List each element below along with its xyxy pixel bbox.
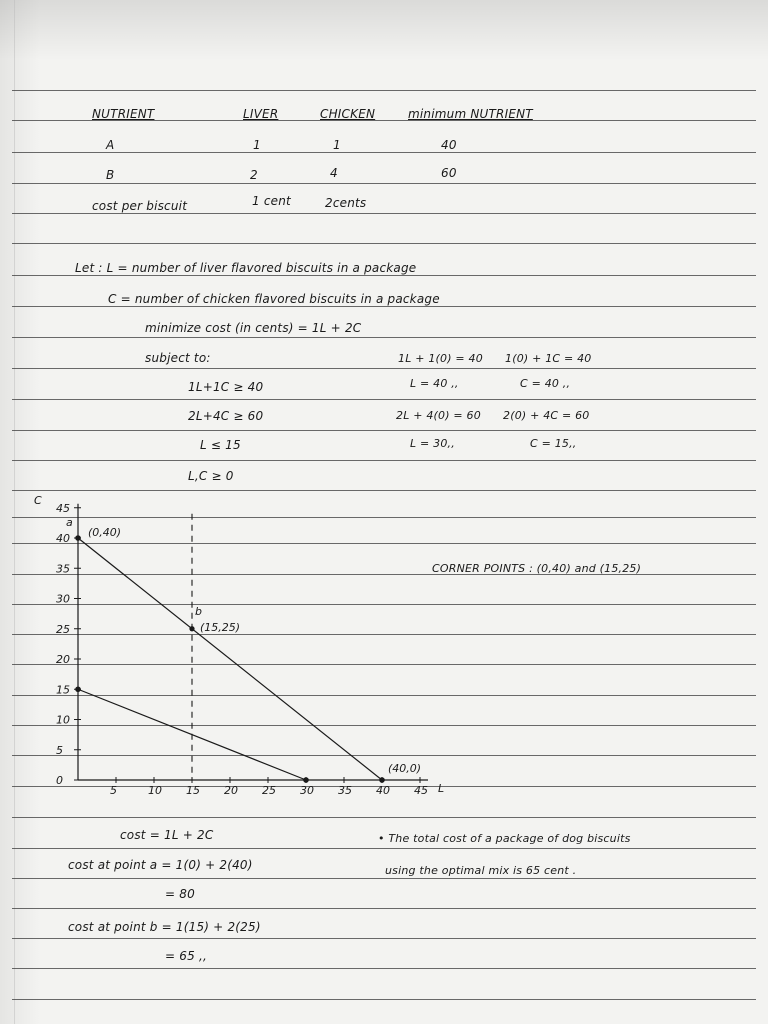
table-cell: 1: [253, 138, 261, 152]
table-cell: B: [106, 168, 115, 182]
table-header-minimum: minimum NUTRIENT: [408, 107, 533, 121]
cost-point-a: cost at point a = 1(0) + 2(40): [68, 858, 253, 872]
y-tick-label: 0: [56, 774, 63, 787]
y-tick-label: 15: [56, 683, 70, 697]
x-tick-label: 40: [376, 784, 390, 797]
point-x-coord: (40,0): [388, 762, 422, 775]
x-tick-label: 10: [148, 784, 162, 797]
y-tick-label: 30: [56, 592, 70, 606]
y-tick-label: 35: [56, 562, 70, 576]
feasible-region-graph: [0, 490, 768, 810]
x-tick-label: 35: [338, 784, 352, 797]
intercept-work: 1L + 1(0) = 40: [398, 352, 483, 365]
point-a-label: a: [66, 516, 73, 529]
table-header-chicken: CHICKEN: [320, 107, 376, 121]
table-cell: 4: [330, 166, 338, 180]
objective-function: minimize cost (in cents) = 1L + 2C: [145, 321, 362, 335]
subject-to-label: subject to:: [145, 351, 211, 365]
table-header-liver: LIVER: [243, 107, 279, 121]
definition-l: Let : L = number of liver flavored biscuits in a package: [75, 261, 417, 275]
table-cell: 60: [441, 166, 457, 180]
point-b-coord: (15,25): [200, 620, 241, 634]
x-tick-label: 25: [262, 784, 276, 797]
cost-point-b-result: = 65 ,,: [165, 949, 207, 963]
cost-point-a-result: = 80: [165, 887, 195, 901]
constraint: 1L+1C ≥ 40: [188, 380, 264, 394]
table-cell: A: [106, 138, 115, 152]
intercept-work: C = 40 ,,: [520, 377, 571, 390]
constraint: L ≤ 15: [200, 438, 241, 452]
table-cell: 1: [333, 138, 341, 152]
table-header-nutrient: NUTRIENT: [92, 107, 155, 121]
y-tick-label: 5: [56, 743, 63, 757]
conclusion-line-1: • The total cost of a package of dog biscuits: [378, 832, 631, 845]
corner-point-b: [189, 626, 194, 631]
conclusion-line-2: using the optimal mix is 65 cent .: [385, 864, 577, 877]
intercept-work: L = 40 ,,: [410, 377, 459, 390]
x-tick-label: 5: [110, 784, 117, 797]
y-tick-label: 10: [56, 713, 70, 727]
table-cell: cost per biscuit: [92, 199, 188, 213]
constraint: 2L+4C ≥ 60: [188, 409, 264, 423]
y-tick-label: 25: [56, 622, 70, 636]
cost-equation: cost = 1L + 2C: [120, 828, 214, 842]
intercept-work: 2(0) + 4C = 60: [503, 409, 590, 422]
table-cell: 1 cent: [252, 194, 291, 208]
y-tick-label: 45: [56, 501, 70, 515]
table-cell: 2cents: [325, 196, 367, 210]
intercept-work: C = 15,,: [530, 437, 577, 450]
definition-c: C = number of chicken flavored biscuits in a package: [108, 292, 440, 306]
table-cell: 2: [250, 168, 258, 182]
y-tick-label: 40: [56, 532, 70, 545]
x-axis-label: L: [438, 782, 445, 795]
point-b-label: b: [195, 604, 202, 618]
intercept-work: L = 30,,: [410, 437, 455, 450]
point-a-coord: (0,40): [88, 526, 122, 539]
constraint: L,C ≥ 0: [188, 469, 234, 483]
corner-points-note: CORNER POINTS : (0,40) and (15,25): [432, 562, 642, 575]
intercept-work: 2L + 4(0) = 60: [396, 409, 481, 422]
constraint-line: [78, 538, 382, 780]
y-tick-label: 20: [56, 653, 70, 666]
table-cell: 40: [441, 138, 457, 152]
x-tick-label: 45: [414, 784, 428, 797]
cost-point-b: cost at point b = 1(15) + 2(25): [68, 920, 261, 934]
x-tick-label: 15: [186, 784, 200, 797]
x-tick-label: 20: [224, 784, 238, 797]
x-tick-label: 30: [300, 784, 314, 797]
y-axis-label: C: [34, 493, 42, 507]
intercept-work: 1(0) + 1C = 40: [505, 352, 592, 365]
